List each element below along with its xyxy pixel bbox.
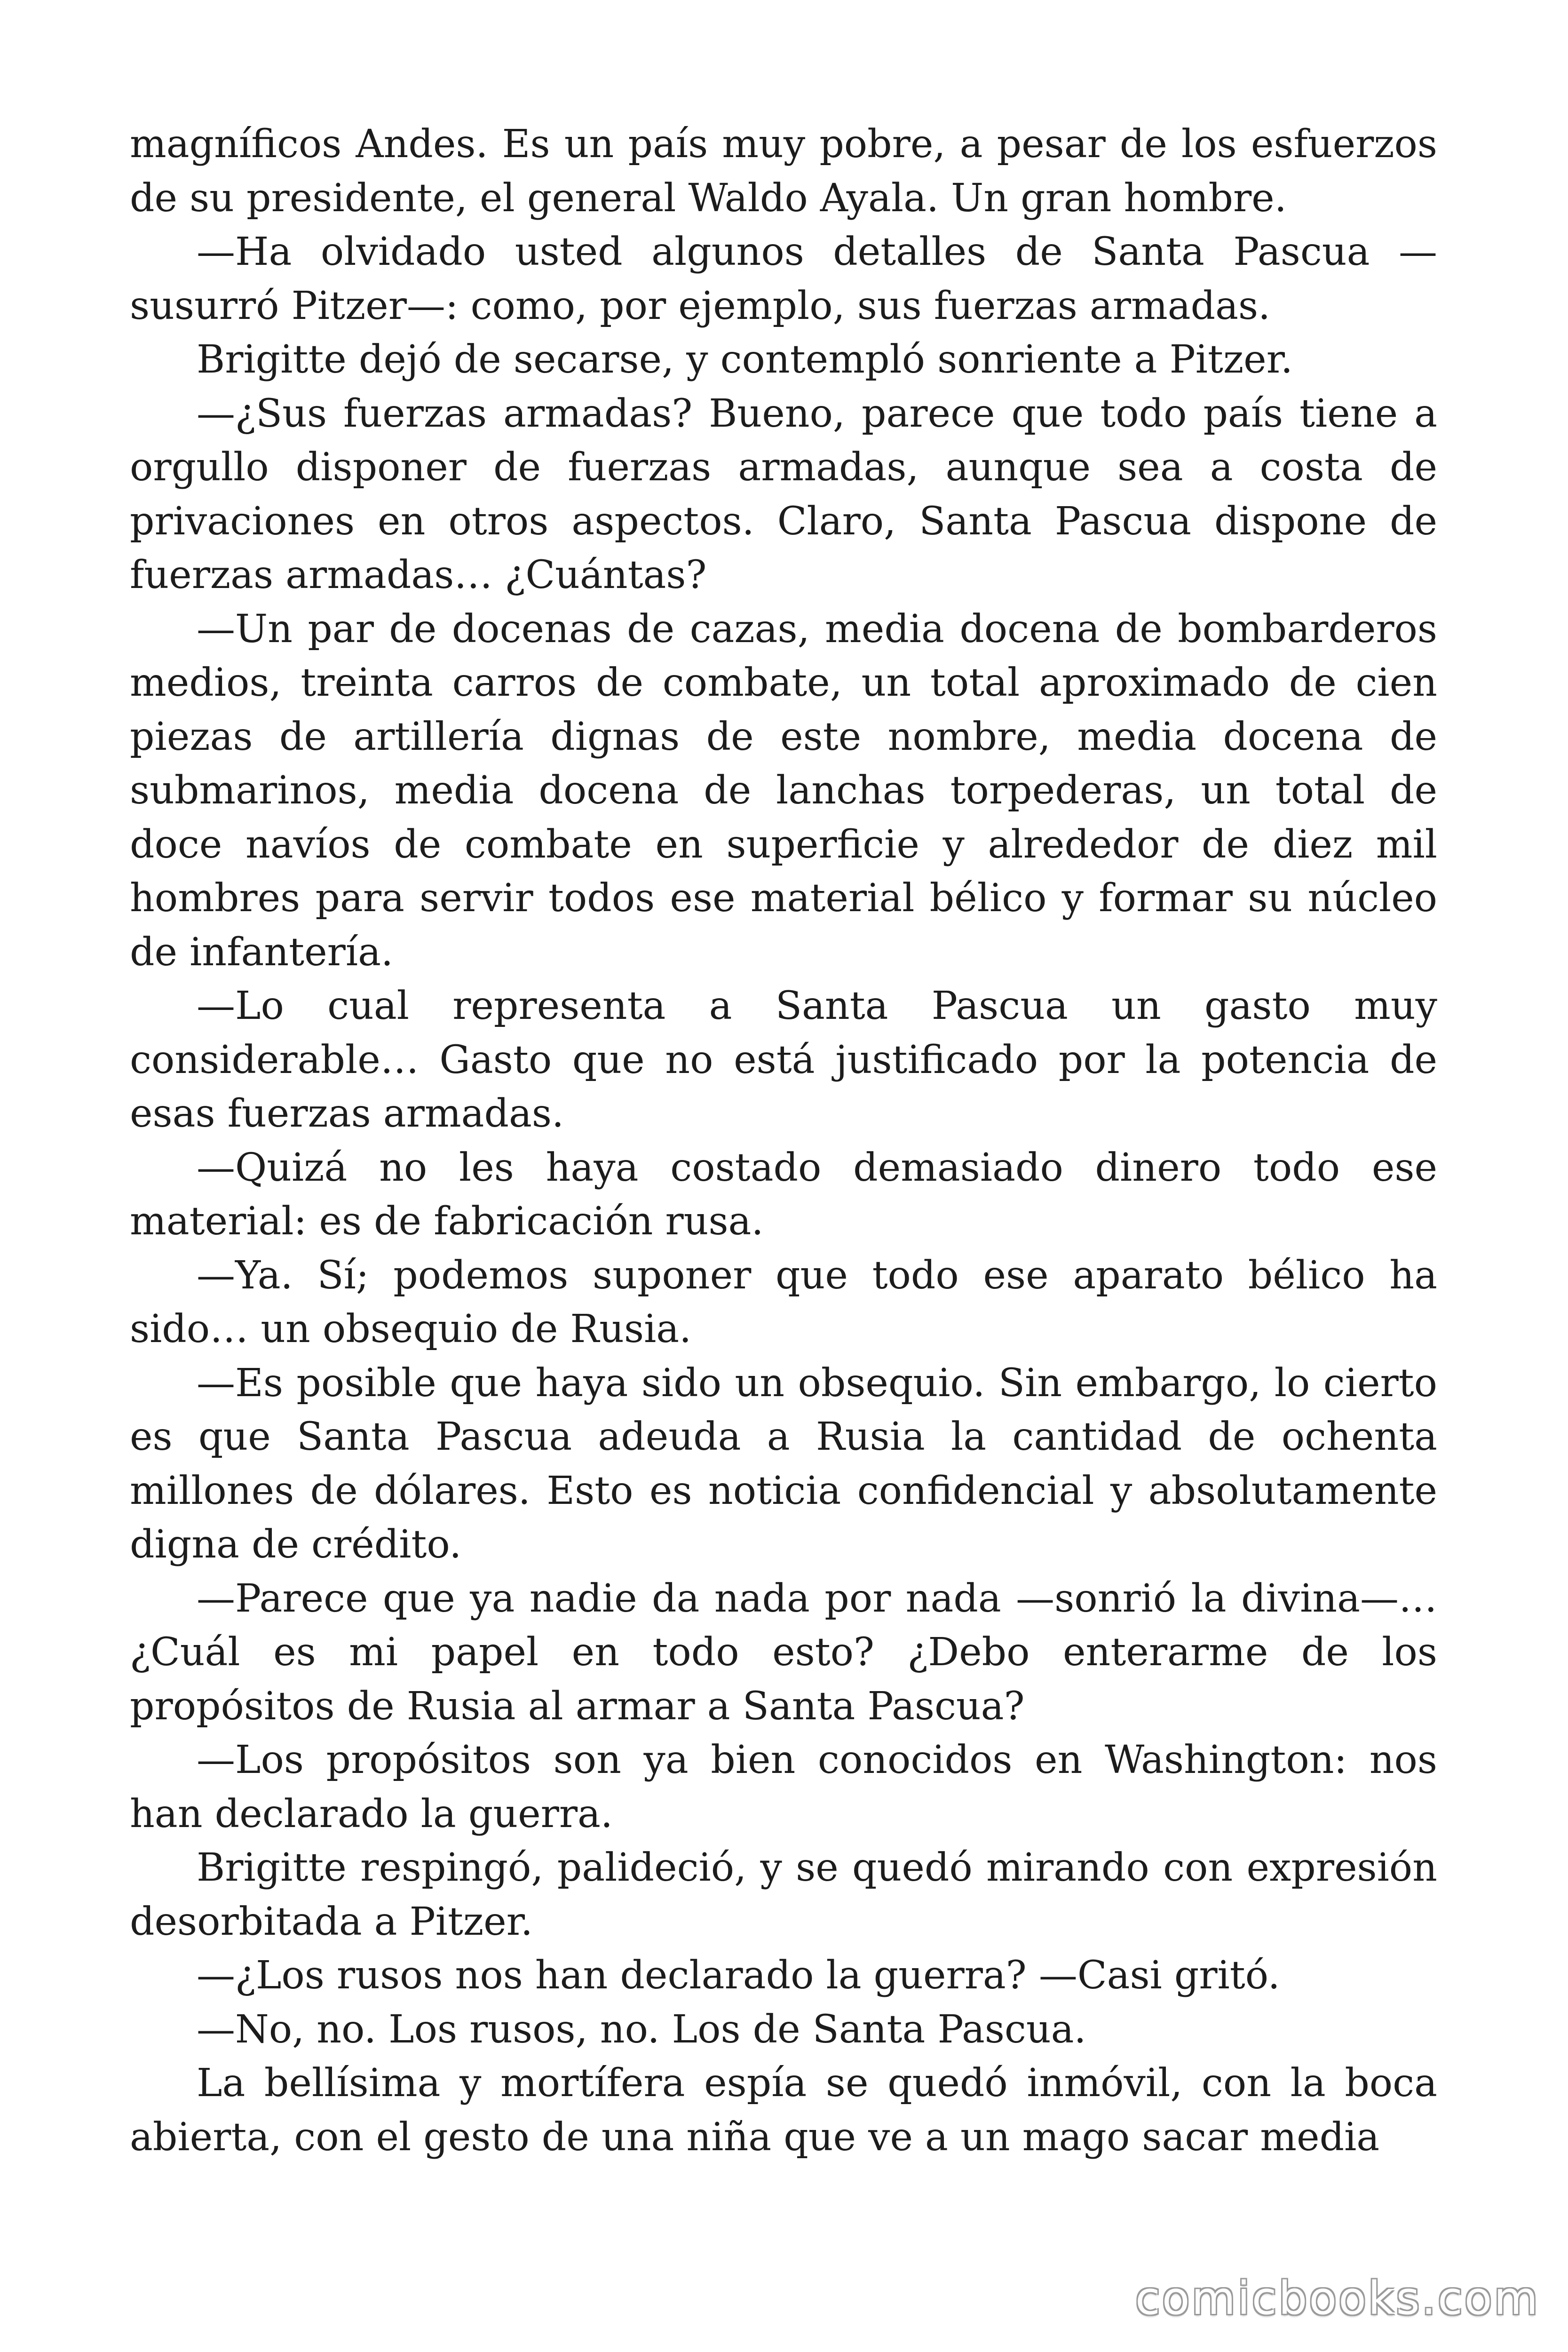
paragraph: —Un par de docenas de cazas, media docena de bombarderos medios, treinta carros de combate, un total aproximado de cien piezas de artillería dignas de este nombre, media docena de submarinos, media docena de lanchas torpederas, un total de doce navíos de combate en superficie y alrededor de diez mil hombres para servir todos ese material bélico y formar su núcleo de infantería. xyxy=(130,606,1437,975)
paragraph: —¿Los rusos nos han declarado la guerra? —Casi gritó. xyxy=(197,1953,1280,1998)
paragraph: —Quizá no les haya costado demasiado dinero todo ese material: es de fabricación rusa. xyxy=(130,1145,1437,1244)
paragraph: —Ha olvidado usted algunos detalles de Santa Pascua —susurró Pitzer—: como, por ejemplo, sus fuerzas armadas. xyxy=(130,230,1437,328)
paragraph: Brigitte dejó de secarse, y contempló sonriente a Pitzer. xyxy=(197,337,1293,382)
body-text xyxy=(130,118,1437,2164)
paragraph: La bellísima y mortífera espía se quedó inmóvil, con la boca abierta, con el gesto de una niña que ve a un mago sacar media xyxy=(130,2061,1437,2160)
paragraph: Brigitte respingó, palideció, y se quedó mirando con expresión desorbitada a Pitzer. xyxy=(130,1845,1437,1944)
paragraph: —¿Sus fuerzas armadas? Bueno, parece que todo país tiene a orgullo disponer de fuerzas armadas, aunque sea a costa de privaciones en otros aspectos. Claro, Santa Pascua dispone de fuerzas armadas… ¿Cuántas? xyxy=(130,391,1437,597)
paragraph: magníficos Andes. Es un país muy pobre, a pesar de los esfuerzos de su presidente, el general Waldo Ayala. Un gran hombre. xyxy=(130,122,1437,221)
paragraph: —Lo cual representa a Santa Pascua un gasto muy considerable… Gasto que no está justificado por la potencia de esas fuerzas armadas. xyxy=(130,984,1437,1136)
paragraph: —No, no. Los rusos, no. Los de Santa Pascua. xyxy=(197,2007,1086,2052)
paragraph: —Parece que ya nadie da nada por nada —sonrió la divina—… ¿Cuál es mi papel en todo esto? ¿Debo enterarme de los propósitos de Rusia al armar a Santa Pascua? xyxy=(130,1576,1437,1729)
paragraph: —Los propósitos son ya bien conocidos en Washington: nos han declarado la guerra. xyxy=(130,1738,1437,1836)
paragraph: —Ya. Sí; podemos suponer que todo ese aparato bélico ha sido… un obsequio de Rusia. xyxy=(130,1253,1437,1351)
watermark-logo: comicbooks.com xyxy=(1135,2272,1540,2325)
paragraph: —Es posible que haya sido un obsequio. Sin embargo, lo cierto es que Santa Pascua adeuda a Rusia la cantidad de ochenta millones de dólares. Esto es noticia confidencial y absolutamente digna de crédito. xyxy=(130,1360,1437,1567)
